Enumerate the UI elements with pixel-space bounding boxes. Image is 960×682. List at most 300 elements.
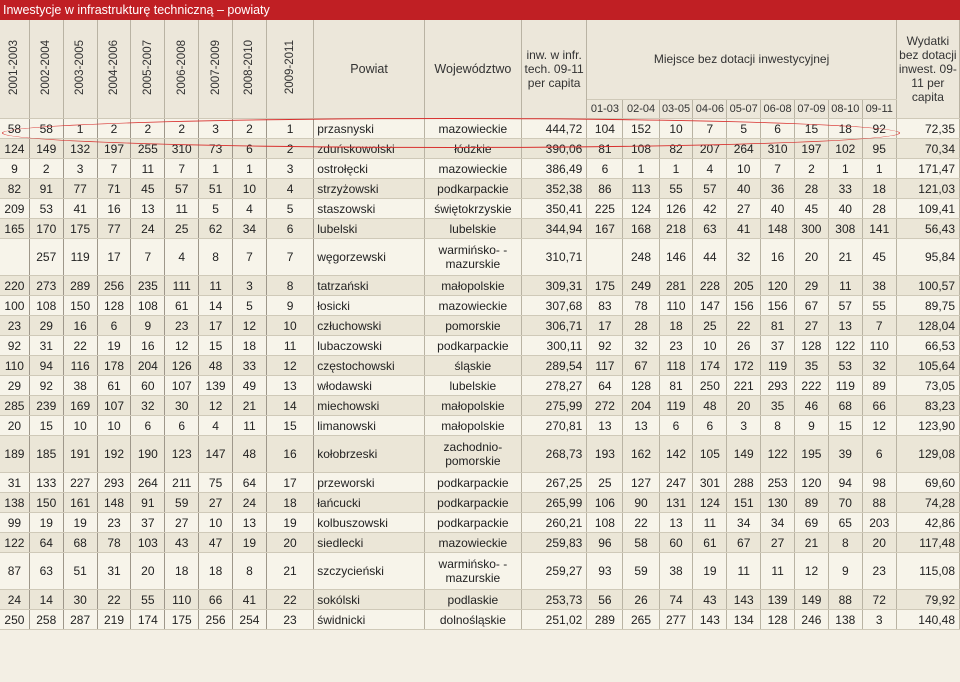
- miejsce-cell: 45: [795, 199, 829, 219]
- miejsce-cell: 2: [795, 159, 829, 179]
- rank-cell: 20: [0, 416, 29, 436]
- miejsce-cell: 110: [659, 296, 693, 316]
- rank-cell: 148: [97, 493, 131, 513]
- rank-cell: 31: [0, 473, 29, 493]
- miejsce-cell: 39: [828, 436, 862, 473]
- miejsce-cell: 57: [828, 296, 862, 316]
- miejsce-cell: 81: [587, 139, 623, 159]
- miejsce-cell: 139: [761, 590, 795, 610]
- sub-header-01-03: 01-03: [587, 99, 623, 118]
- wojewodztwo-cell: świętokrzyskie: [424, 199, 521, 219]
- miejsce-cell: 117: [587, 356, 623, 376]
- wojewodztwo-cell: mazowieckie: [424, 119, 521, 139]
- miejsce-cell: 6: [659, 416, 693, 436]
- miejsce-cell: 7: [693, 119, 727, 139]
- miejsce-cell: 246: [795, 610, 829, 630]
- rank-cell: 41: [63, 199, 97, 219]
- miejsce-cell: 1: [828, 159, 862, 179]
- miejsce-cell: 248: [623, 239, 659, 276]
- rank-cell: 7: [97, 159, 131, 179]
- rank-cell: 10: [97, 416, 131, 436]
- miejsce-cell: 10: [727, 159, 761, 179]
- wydatki-cell: 100,57: [896, 276, 959, 296]
- rank-cell: 256: [199, 610, 233, 630]
- powiat-cell: człuchowski: [314, 316, 425, 336]
- wydatki-cell: 72,35: [896, 119, 959, 139]
- rank-cell: 82: [0, 179, 29, 199]
- miejsce-cell: 56: [587, 590, 623, 610]
- powiat-cell: częstochowski: [314, 356, 425, 376]
- miejsce-cell: 225: [587, 199, 623, 219]
- wojewodztwo-cell: mazowieckie: [424, 159, 521, 179]
- rank-cell: 12: [165, 336, 199, 356]
- miejsce-cell: 172: [727, 356, 761, 376]
- wojewodztwo-cell: podkarpackie: [424, 513, 521, 533]
- inw-cell: 444,72: [521, 119, 586, 139]
- miejsce-cell: 28: [862, 199, 896, 219]
- miejsce-cell: 119: [761, 356, 795, 376]
- miejsce-cell: 131: [659, 493, 693, 513]
- miejsce-cell: 27: [795, 316, 829, 336]
- header-wydatki: Wydatki bez dotacji inwest. 09-11 per capita: [896, 20, 959, 119]
- wydatki-cell: 129,08: [896, 436, 959, 473]
- rank-cell: 227: [63, 473, 97, 493]
- miejsce-cell: 70: [828, 493, 862, 513]
- rank-cell: 33: [233, 356, 267, 376]
- miejsce-cell: 207: [693, 139, 727, 159]
- wojewodztwo-cell: mazowieckie: [424, 296, 521, 316]
- miejsce-cell: 12: [862, 416, 896, 436]
- miejsce-cell: 23: [862, 553, 896, 590]
- rank-cell: 235: [131, 276, 165, 296]
- rank-cell: 51: [199, 179, 233, 199]
- rank-cell: 2: [97, 119, 131, 139]
- rank-cell: 60: [131, 376, 165, 396]
- rank-cell: 37: [131, 513, 165, 533]
- table-row: [0, 239, 960, 276]
- rank-cell: 3: [199, 119, 233, 139]
- rank-cell: 23: [165, 316, 199, 336]
- rank-cell: 24: [233, 493, 267, 513]
- miejsce-cell: 204: [623, 396, 659, 416]
- powiat-cell: świdnicki: [314, 610, 425, 630]
- miejsce-cell: 96: [587, 533, 623, 553]
- rank-cell: 10: [63, 416, 97, 436]
- rank-cell: 255: [131, 139, 165, 159]
- powiat-cell: staszowski: [314, 199, 425, 219]
- rank-cell: 103: [131, 533, 165, 553]
- sub-header-04-06: 04-06: [693, 99, 727, 118]
- table-row: [0, 179, 960, 199]
- miejsce-cell: 13: [587, 416, 623, 436]
- miejsce-cell: 138: [828, 610, 862, 630]
- wojewodztwo-cell: śląskie: [424, 356, 521, 376]
- miejsce-cell: 143: [693, 610, 727, 630]
- miejsce-cell: 18: [659, 316, 693, 336]
- powiat-cell: łosicki: [314, 296, 425, 316]
- miejsce-cell: 18: [862, 179, 896, 199]
- rank-cell: 29: [29, 316, 63, 336]
- rank-cell: 59: [165, 493, 199, 513]
- rank-cell: 43: [165, 533, 199, 553]
- rank-cell: 2: [266, 139, 313, 159]
- rank-cell: 5: [266, 199, 313, 219]
- table-row: [0, 553, 960, 590]
- miejsce-cell: 128: [795, 336, 829, 356]
- miejsce-cell: 4: [693, 159, 727, 179]
- miejsce-cell: 222: [795, 376, 829, 396]
- miejsce-cell: 122: [761, 436, 795, 473]
- miejsce-cell: 205: [727, 276, 761, 296]
- miejsce-cell: 94: [828, 473, 862, 493]
- miejsce-cell: 68: [828, 396, 862, 416]
- rank-cell: 139: [199, 376, 233, 396]
- miejsce-cell: 57: [693, 179, 727, 199]
- miejsce-cell: 118: [659, 356, 693, 376]
- inw-cell: 259,83: [521, 533, 586, 553]
- rank-cell: 22: [63, 336, 97, 356]
- rank-cell: 2: [165, 119, 199, 139]
- header-year-2009-2011: 2009-2011: [266, 20, 313, 119]
- miejsce-cell: 13: [623, 416, 659, 436]
- inw-cell: 390,06: [521, 139, 586, 159]
- rank-cell: 175: [165, 610, 199, 630]
- rank-cell: 68: [63, 533, 97, 553]
- miejsce-cell: 142: [659, 436, 693, 473]
- rank-cell: 12: [199, 396, 233, 416]
- rank-cell: 123: [165, 436, 199, 473]
- rank-cell: 178: [97, 356, 131, 376]
- miejsce-cell: 149: [795, 590, 829, 610]
- miejsce-cell: 221: [727, 376, 761, 396]
- miejsce-cell: 13: [659, 513, 693, 533]
- miejsce-cell: 11: [761, 553, 795, 590]
- table-row: [0, 590, 960, 610]
- rank-cell: 197: [97, 139, 131, 159]
- wydatki-cell: 42,86: [896, 513, 959, 533]
- miejsce-cell: 89: [862, 376, 896, 396]
- miejsce-cell: 83: [587, 296, 623, 316]
- miejsce-cell: 36: [761, 179, 795, 199]
- rank-cell: 191: [63, 436, 97, 473]
- miejsce-cell: 228: [693, 276, 727, 296]
- rank-cell: 8: [199, 239, 233, 276]
- rank-cell: 49: [233, 376, 267, 396]
- miejsce-cell: 13: [828, 316, 862, 336]
- table-row: [0, 119, 960, 139]
- miejsce-cell: 42: [693, 199, 727, 219]
- miejsce-cell: 20: [862, 533, 896, 553]
- wojewodztwo-cell: mazowieckie: [424, 533, 521, 553]
- miejsce-cell: 106: [587, 493, 623, 513]
- wydatki-cell: 109,41: [896, 199, 959, 219]
- miejsce-cell: 32: [727, 239, 761, 276]
- rank-cell: 150: [63, 296, 97, 316]
- rank-cell: 19: [63, 513, 97, 533]
- miejsce-cell: 6: [587, 159, 623, 179]
- miejsce-cell: 203: [862, 513, 896, 533]
- rank-cell: 11: [165, 199, 199, 219]
- rank-cell: 4: [266, 179, 313, 199]
- wydatki-cell: 171,47: [896, 159, 959, 179]
- rank-cell: 23: [97, 513, 131, 533]
- miejsce-cell: 126: [659, 199, 693, 219]
- miejsce-cell: 119: [659, 396, 693, 416]
- rank-cell: 24: [0, 590, 29, 610]
- rank-cell: 13: [266, 376, 313, 396]
- rank-cell: 21: [233, 396, 267, 416]
- miejsce-cell: 33: [828, 179, 862, 199]
- rank-cell: 13: [131, 199, 165, 219]
- rank-cell: 53: [29, 199, 63, 219]
- miejsce-cell: 119: [828, 376, 862, 396]
- rank-cell: 30: [165, 396, 199, 416]
- wojewodztwo-cell: lubelskie: [424, 219, 521, 239]
- rank-cell: 110: [0, 356, 29, 376]
- wojewodztwo-cell: podkarpackie: [424, 179, 521, 199]
- powiat-cell: włodawski: [314, 376, 425, 396]
- rank-cell: 61: [97, 376, 131, 396]
- powiat-cell: łańcucki: [314, 493, 425, 513]
- miejsce-cell: 310: [761, 139, 795, 159]
- rank-cell: 2: [131, 119, 165, 139]
- miejsce-cell: 301: [693, 473, 727, 493]
- rank-cell: 3: [266, 159, 313, 179]
- inw-cell: 307,68: [521, 296, 586, 316]
- miejsce-cell: 130: [761, 493, 795, 513]
- rank-cell: 7: [131, 239, 165, 276]
- powiat-cell: kolbuszowski: [314, 513, 425, 533]
- rank-cell: 51: [63, 553, 97, 590]
- miejsce-cell: 32: [623, 336, 659, 356]
- miejsce-cell: 174: [693, 356, 727, 376]
- miejsce-cell: 21: [828, 239, 862, 276]
- inw-cell: 251,02: [521, 610, 586, 630]
- miejsce-cell: 253: [761, 473, 795, 493]
- miejsce-cell: 72: [862, 590, 896, 610]
- rank-cell: 6: [165, 416, 199, 436]
- inw-cell: 270,81: [521, 416, 586, 436]
- rank-cell: 204: [131, 356, 165, 376]
- wydatki-cell: 105,64: [896, 356, 959, 376]
- wojewodztwo-cell: małopolskie: [424, 276, 521, 296]
- table-body: [0, 119, 960, 630]
- rank-cell: 18: [165, 553, 199, 590]
- rank-cell: 87: [0, 553, 29, 590]
- inw-cell: 350,41: [521, 199, 586, 219]
- miejsce-cell: 7: [862, 316, 896, 336]
- rank-cell: 310: [165, 139, 199, 159]
- wojewodztwo-cell: podlaskie: [424, 590, 521, 610]
- rank-cell: 111: [165, 276, 199, 296]
- table-row: [0, 276, 960, 296]
- rank-cell: 250: [0, 610, 29, 630]
- powiat-cell: szczycieński: [314, 553, 425, 590]
- rank-cell: 17: [97, 239, 131, 276]
- rank-cell: 92: [29, 376, 63, 396]
- miejsce-cell: 9: [795, 416, 829, 436]
- rank-cell: 24: [131, 219, 165, 239]
- rank-cell: 25: [165, 219, 199, 239]
- rank-cell: 149: [29, 139, 63, 159]
- header-inw-per-capita: inw. w infr. tech. 09-11 per capita: [521, 20, 586, 119]
- wojewodztwo-cell: lubelskie: [424, 376, 521, 396]
- rank-cell: 108: [131, 296, 165, 316]
- rank-cell: 4: [199, 416, 233, 436]
- rank-cell: 1: [233, 159, 267, 179]
- miejsce-cell: 67: [727, 533, 761, 553]
- rank-cell: 5: [199, 199, 233, 219]
- table-title-banner: Inwestycje w infrastrukturę techniczną – powiaty: [0, 0, 960, 20]
- table-row: [0, 610, 960, 630]
- rank-cell: 254: [233, 610, 267, 630]
- rank-cell: 77: [97, 219, 131, 239]
- miejsce-cell: 35: [761, 396, 795, 416]
- miejsce-cell: 146: [659, 239, 693, 276]
- miejsce-cell: 45: [862, 239, 896, 276]
- miejsce-cell: 15: [795, 119, 829, 139]
- rank-cell: 31: [97, 553, 131, 590]
- miejsce-cell: 134: [727, 610, 761, 630]
- rank-cell: 62: [199, 219, 233, 239]
- miejsce-cell: 147: [693, 296, 727, 316]
- miejsce-cell: 89: [795, 493, 829, 513]
- rank-cell: 16: [63, 316, 97, 336]
- rank-cell: 192: [97, 436, 131, 473]
- rank-cell: 285: [0, 396, 29, 416]
- wojewodztwo-cell: łódzkie: [424, 139, 521, 159]
- miejsce-cell: 175: [587, 276, 623, 296]
- miejsce-cell: 6: [761, 119, 795, 139]
- miejsce-cell: 128: [761, 610, 795, 630]
- miejsce-cell: 26: [727, 336, 761, 356]
- miejsce-cell: 124: [623, 199, 659, 219]
- table-row: [0, 219, 960, 239]
- table-row: [0, 336, 960, 356]
- header-year-2007-2009: 2007-2009: [199, 20, 233, 119]
- miejsce-cell: 5: [727, 119, 761, 139]
- rank-cell: 16: [131, 336, 165, 356]
- miejsce-cell: 11: [828, 276, 862, 296]
- miejsce-cell: 25: [693, 316, 727, 336]
- table-row: [0, 436, 960, 473]
- miejsce-cell: 92: [862, 119, 896, 139]
- miejsce-cell: 34: [727, 513, 761, 533]
- rank-cell: 19: [233, 533, 267, 553]
- miejsce-cell: 108: [623, 139, 659, 159]
- miejsce-cell: 149: [727, 436, 761, 473]
- rank-cell: 12: [266, 356, 313, 376]
- inw-cell: 259,27: [521, 553, 586, 590]
- sub-header-02-04: 02-04: [623, 99, 659, 118]
- rank-cell: 174: [131, 610, 165, 630]
- sub-header-09-11: 09-11: [862, 99, 896, 118]
- header-year-2005-2007: 2005-2007: [131, 20, 165, 119]
- miejsce-cell: 148: [761, 219, 795, 239]
- miejsce-cell: 21: [795, 533, 829, 553]
- table-row: [0, 199, 960, 219]
- rank-cell: 14: [266, 396, 313, 416]
- miejsce-cell: 156: [727, 296, 761, 316]
- miejsce-cell: 9: [828, 553, 862, 590]
- rank-cell: 4: [165, 239, 199, 276]
- rank-cell: 7: [266, 239, 313, 276]
- miejsce-cell: 38: [659, 553, 693, 590]
- rank-cell: 27: [199, 493, 233, 513]
- rank-cell: 19: [97, 336, 131, 356]
- rank-cell: 41: [233, 590, 267, 610]
- rank-cell: 273: [29, 276, 63, 296]
- miejsce-cell: 1: [623, 159, 659, 179]
- miejsce-cell: 11: [727, 553, 761, 590]
- miejsce-cell: 63: [693, 219, 727, 239]
- inw-cell: 265,99: [521, 493, 586, 513]
- wydatki-cell: 115,08: [896, 553, 959, 590]
- rank-cell: 220: [0, 276, 29, 296]
- miejsce-cell: 92: [587, 336, 623, 356]
- rank-cell: 116: [63, 356, 97, 376]
- miejsce-cell: 19: [693, 553, 727, 590]
- miejsce-cell: 156: [761, 296, 795, 316]
- wojewodztwo-cell: warmińsko- -mazurskie: [424, 239, 521, 276]
- wojewodztwo-cell: pomorskie: [424, 316, 521, 336]
- rank-cell: 29: [0, 376, 29, 396]
- miejsce-cell: 41: [727, 219, 761, 239]
- rank-cell: 119: [63, 239, 97, 276]
- rank-cell: 23: [266, 610, 313, 630]
- miejsce-cell: 65: [828, 513, 862, 533]
- miejsce-cell: 78: [623, 296, 659, 316]
- table-row: [0, 533, 960, 553]
- wydatki-cell: 66,53: [896, 336, 959, 356]
- miejsce-cell: 167: [587, 219, 623, 239]
- inw-cell: 268,73: [521, 436, 586, 473]
- miejsce-cell: 55: [659, 179, 693, 199]
- rank-cell: 16: [266, 436, 313, 473]
- sub-header-05-07: 05-07: [727, 99, 761, 118]
- miejsce-cell: 81: [761, 316, 795, 336]
- miejsce-cell: 69: [795, 513, 829, 533]
- rank-cell: 10: [199, 513, 233, 533]
- sub-header-06-08: 06-08: [761, 99, 795, 118]
- rank-cell: 150: [29, 493, 63, 513]
- rank-cell: 23: [0, 316, 29, 336]
- miejsce-cell: 113: [623, 179, 659, 199]
- miejsce-cell: 3: [862, 610, 896, 630]
- rank-cell: 47: [199, 533, 233, 553]
- rank-cell: 32: [131, 396, 165, 416]
- rank-cell: 2: [233, 119, 267, 139]
- rank-cell: 161: [63, 493, 97, 513]
- wojewodztwo-cell: podkarpackie: [424, 493, 521, 513]
- miejsce-cell: 34: [761, 513, 795, 533]
- miejsce-cell: 7: [761, 159, 795, 179]
- miejsce-cell: 162: [623, 436, 659, 473]
- powiat-cell: strzyżowski: [314, 179, 425, 199]
- miejsce-cell: 168: [623, 219, 659, 239]
- miejsce-cell: 249: [623, 276, 659, 296]
- miejsce-cell: 27: [727, 199, 761, 219]
- wydatki-cell: 56,43: [896, 219, 959, 239]
- rank-cell: 17: [199, 316, 233, 336]
- miejsce-cell: 141: [862, 219, 896, 239]
- miejsce-cell: 46: [795, 396, 829, 416]
- miejsce-cell: 152: [623, 119, 659, 139]
- wojewodztwo-cell: podkarpackie: [424, 473, 521, 493]
- powiat-cell: limanowski: [314, 416, 425, 436]
- miejsce-cell: [587, 239, 623, 276]
- inw-cell: 310,71: [521, 239, 586, 276]
